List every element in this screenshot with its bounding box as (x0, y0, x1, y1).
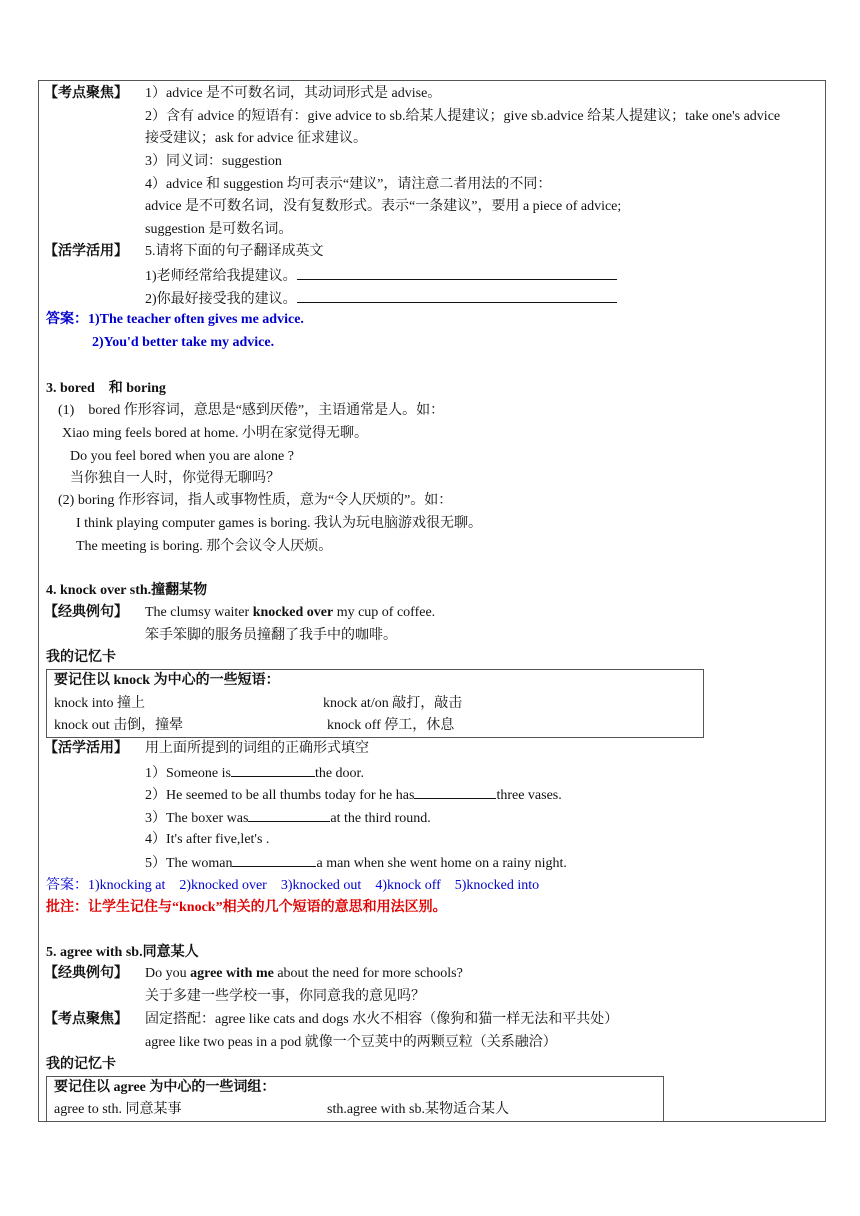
phrase-item: knock at/on 敲打，敲击 (323, 696, 463, 711)
example-label: 【经典例句】 (44, 605, 128, 620)
phrase-item: knock into 撞上 (54, 696, 145, 711)
question-text: the door. (314, 766, 364, 781)
phrase-item: sth.agree with sb.某物适合某人 (327, 1102, 509, 1117)
practice-label: 【活学活用】 (44, 244, 128, 259)
example-sentence (145, 964, 463, 984)
text-line: I think playing computer games is boring. 我认为玩电脑游戏很无聊。 (76, 516, 482, 531)
focus-line: 3）同义词：suggestion (145, 154, 282, 169)
text-line: Do you feel bored when you are alone ? (70, 449, 294, 464)
question-text: 1）Someone is (145, 766, 231, 781)
focus-line: agree like two peas in a pod 就像一个豆荚中的两颗豆粒（关系融洽） (145, 1035, 557, 1050)
example-text: The clumsy waiter (145, 605, 253, 620)
phrase-item: agree to sth. 同意某事 (54, 1102, 182, 1117)
focus-label: 【考点聚焦】 (44, 1012, 128, 1027)
question-text: 2）He seemed to be all thumbs today for he has (145, 788, 415, 803)
phrase-item: knock off 停工，休息 (327, 718, 455, 733)
memory-card-title: 我的记忆卡 (46, 1057, 116, 1072)
fill-blank[interactable] (231, 762, 315, 777)
section-title: 4. knock over sth.撞翻某物 (46, 583, 208, 598)
practice-item (145, 265, 617, 285)
practice-title: 5.请将下面的句子翻译成英文 (145, 244, 324, 259)
question (145, 762, 364, 782)
memory-box-title: 要记住以 knock 为中心的一些短语： (54, 673, 280, 688)
answer-blank[interactable] (297, 288, 617, 303)
question-text: a man when she went home on a rainy night. (316, 856, 567, 871)
memory-card-title: 我的记忆卡 (46, 650, 116, 665)
focus-line: 接受建议；ask for advice 征求建议。 (145, 131, 368, 146)
example-text: my cup of coffee. (333, 605, 436, 620)
example-label: 【经典例句】 (44, 966, 128, 981)
practice-item (145, 288, 617, 308)
text-line: (2) boring 作形容词，指人或事物性质，意为“令人厌烦的”。如： (58, 493, 453, 508)
focus-line: 1）advice 是不可数名词，其动词形式是 advise。 (145, 86, 442, 101)
question (145, 784, 562, 804)
answer-line: 答案：1)The teacher often gives me advice. (46, 312, 304, 327)
focus-line: 2）含有 advice 的短语有：give advice to sb.给某人提建议；give sb.advice 给某人提建议；take one's advice (145, 109, 781, 124)
question (145, 807, 431, 827)
text-line: (1) bored 作形容词，意思是“感到厌倦”，主语通常是人。如： (58, 403, 445, 418)
text-line: Xiao ming feels bored at home. 小明在家觉得无聊。 (62, 426, 369, 441)
section-title: 5. agree with sb.同意某人 (46, 945, 199, 960)
answer-blank[interactable] (297, 265, 617, 280)
example-sentence (145, 603, 435, 623)
focus-label: 【考点聚焦】 (44, 86, 128, 101)
answer-line: 2)You'd better take my advice. (92, 335, 275, 350)
text-line: 当你独自一人时，你觉得无聊吗？ (70, 471, 280, 486)
question-text: at the third round. (330, 811, 431, 826)
fill-blank[interactable] (248, 807, 330, 822)
practice-title: 用上面所提到的词组的正确形式填空 (145, 741, 369, 756)
focus-line: 4）advice 和 suggestion 均可表示“建议”，请注意二者用法的不同： (145, 177, 552, 192)
fill-blank[interactable] (232, 852, 316, 867)
practice-item-text: 1)老师经常给我提建议。 (145, 269, 297, 284)
question-text: 3）The boxer was (145, 811, 249, 826)
example-text: Do you (145, 966, 191, 981)
practice-item-text: 2)你最好接受我的建议。 (145, 292, 297, 307)
example-keyword: agree with me (190, 966, 274, 981)
question (145, 852, 567, 872)
memory-box-title: 要记住以 agree 为中心的一些词组： (54, 1080, 276, 1095)
practice-label: 【活学活用】 (44, 741, 128, 756)
question-text: three vases. (496, 788, 562, 803)
question: 4）It's after five,let's . (145, 832, 270, 847)
focus-line: 固定搭配：agree like cats and dogs 水火不相容（像狗和猫一样无法和平共处） (145, 1012, 619, 1027)
example-translation: 关于多建一些学校一事，你同意我的意见吗？ (145, 989, 425, 1004)
phrase-item: knock out 击倒，撞晕 (54, 718, 184, 733)
section-title: 3. bored 和 boring (46, 381, 166, 396)
example-translation: 笨手笨脚的服务员撞翻了我手中的咖啡。 (145, 628, 397, 643)
fill-blank[interactable] (414, 784, 496, 799)
example-text: about the need for more schools? (273, 966, 463, 981)
question-text: 5）The woman (145, 856, 233, 871)
focus-line: advice 是不可数名词，没有复数形式。表示“一条建议”，要用 a piece of advice; (145, 199, 622, 214)
teacher-note: 批注：让学生记住与“knock”相关的几个短语的意思和用法区别。 (46, 900, 447, 915)
text-line: The meeting is boring. 那个会议令人厌烦。 (76, 539, 333, 554)
answer-line: 答案：1)knocking at 2)knocked over 3)knocked out 4)knock off 5)knocked into (46, 878, 540, 893)
example-keyword: knocked over (252, 605, 334, 620)
focus-line: suggestion 是可数名词。 (145, 222, 293, 237)
